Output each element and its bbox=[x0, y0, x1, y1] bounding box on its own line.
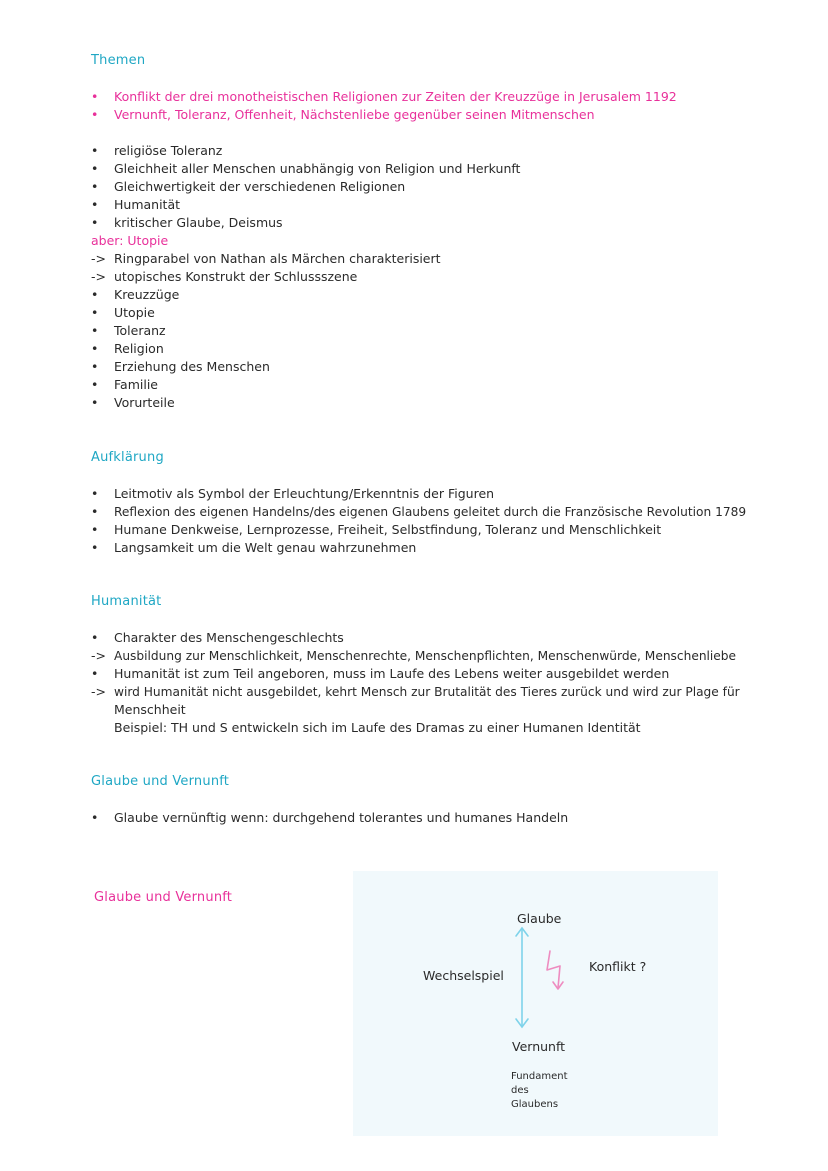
lightning-bolt-icon bbox=[547, 951, 563, 989]
humanitaet-list bbox=[91, 629, 811, 737]
list-item: • religiöse Toleranz bbox=[91, 143, 223, 158]
list-item: • kritischer Glaube, Deismus bbox=[91, 215, 283, 230]
heading-glaube: Glaube und Vernunft bbox=[91, 774, 230, 789]
list-item: • Vorurteile bbox=[91, 395, 175, 410]
diagram-graphics bbox=[353, 871, 718, 1136]
diagram-bottom-label: Vernunft bbox=[512, 1039, 566, 1054]
list-item: • Konflikt der drei monotheistischen Religionen zur Zeiten der Kreuzzüge in Jerusalem 1192 bbox=[91, 89, 677, 104]
diagram-note: Fundament des Glaubens bbox=[511, 1071, 568, 1110]
list-item: • Charakter des Menschengeschlechts bbox=[91, 630, 344, 645]
continuation-line: Menschheit bbox=[114, 702, 186, 717]
heading-humanitaet: Humanität bbox=[91, 594, 162, 609]
list-item: • Kreuzzüge bbox=[91, 287, 180, 302]
list-item: -> Ausbildung zur Menschlichkeit, Menschenrechte, Menschenpflichten, Menschenwürde, Menschenliebe bbox=[91, 648, 737, 663]
list-item: • Toleranz bbox=[91, 323, 166, 338]
list-item: -> Ringparabel von Nathan als Märchen charakterisiert bbox=[91, 251, 441, 266]
list-item: • Reflexion des eigenen Handelns/des eigenen Glaubens geleitet durch die Französische Revolution 1789 bbox=[91, 504, 747, 519]
list-item: • Utopie bbox=[91, 305, 155, 320]
heading-themen: Themen bbox=[91, 53, 146, 68]
glaube-list bbox=[91, 809, 811, 827]
glaube-vernunft-diagram bbox=[353, 871, 718, 1136]
diagram-right-label: Konflikt ? bbox=[589, 959, 647, 974]
list-item: • Humanität bbox=[91, 197, 181, 212]
list-item: • Langsamkeit um die Welt genau wahrzunehmen bbox=[91, 540, 417, 555]
list-item: • Religion bbox=[91, 341, 164, 356]
list-item: • Humane Denkweise, Lernprozesse, Freiheit, Selbstfindung, Toleranz und Menschlichkeit bbox=[91, 522, 662, 537]
list-item: • Leitmotiv als Symbol der Erleuchtung/Erkenntnis der Figuren bbox=[91, 486, 495, 501]
themen-list bbox=[91, 142, 811, 412]
heading-aufklaerung: Aufklärung bbox=[91, 450, 164, 465]
list-item: • Erziehung des Menschen bbox=[91, 359, 270, 374]
list-item: • Gleichheit aller Menschen unabhängig von Religion und Herkunft bbox=[91, 161, 521, 176]
list-item: • Vernunft, Toleranz, Offenheit, Nächstenliebe gegenüber seinen Mitmenschen bbox=[91, 107, 595, 122]
diagram-left-label: Wechselspiel bbox=[423, 968, 504, 983]
list-item: -> wird Humanität nicht ausgebildet, kehrt Mensch zur Brutalität des Tieres zurück und wird zur Plage für bbox=[91, 684, 740, 699]
heading-glaube-diagram: Glaube und Vernunft bbox=[94, 890, 233, 905]
list-item: • Humanität ist zum Teil angeboren, muss im Laufe des Lebens weiter ausgebildet werden bbox=[91, 666, 670, 681]
aufklaerung-list bbox=[91, 485, 811, 557]
list-item: -> utopisches Konstrukt der Schlussszene bbox=[91, 269, 358, 284]
list-item: • Familie bbox=[91, 377, 158, 392]
double-arrow-icon bbox=[516, 928, 528, 1027]
list-item: • Glaube vernünftig wenn: durchgehend tolerantes und humanes Handeln bbox=[91, 810, 569, 825]
aber-utopie-label: aber: Utopie bbox=[91, 233, 169, 248]
diagram-top-label: Glaube bbox=[517, 911, 562, 926]
list-item: • Gleichwertigkeit der verschiedenen Religionen bbox=[91, 179, 406, 194]
themen-pink-list bbox=[91, 88, 811, 124]
beispiel-line: Beispiel: TH und S entwickeln sich im Laufe des Dramas zu einer Humanen Identität bbox=[114, 720, 641, 735]
